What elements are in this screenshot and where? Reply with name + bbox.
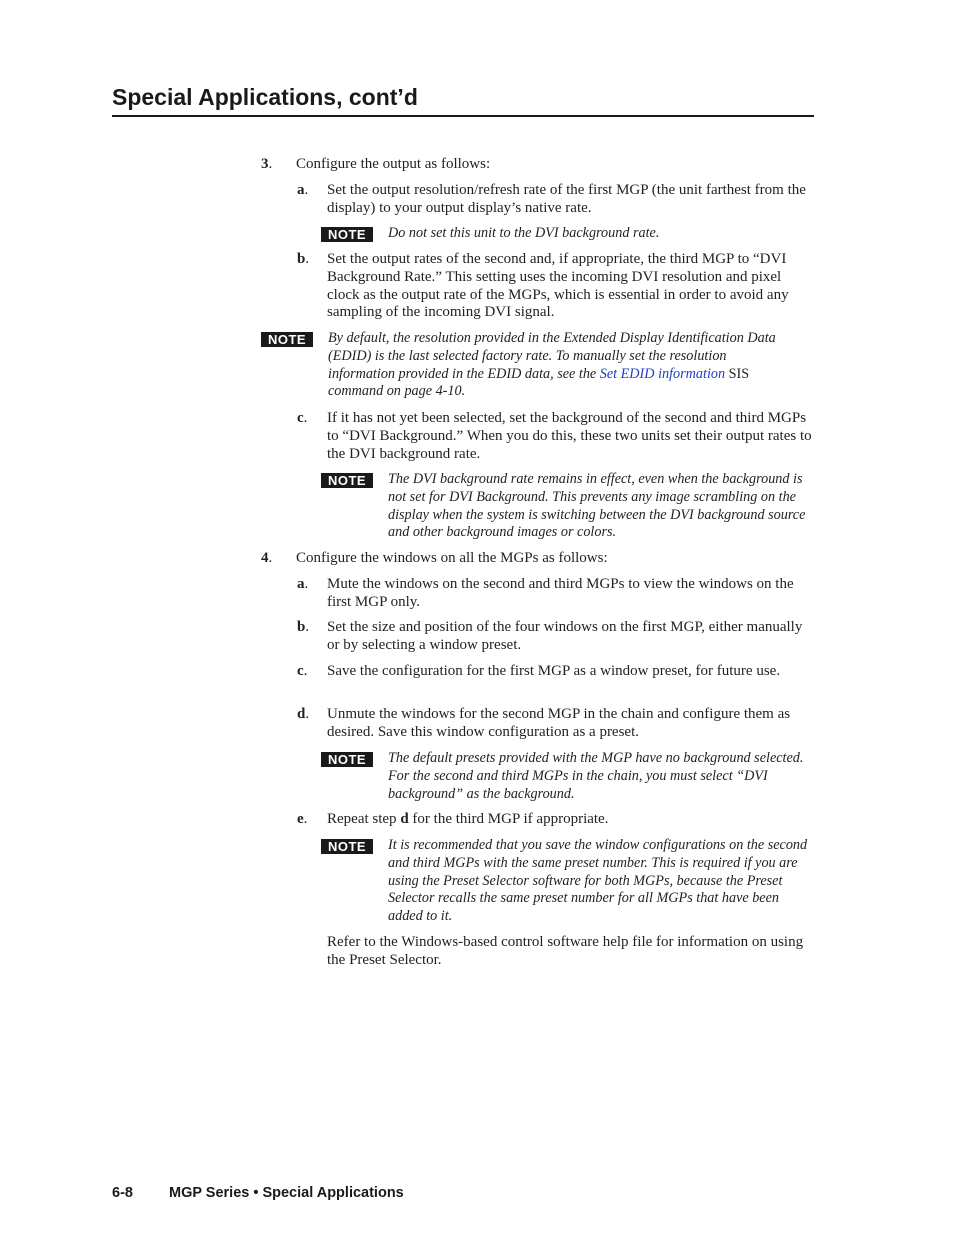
note-badge: NOTE [261, 332, 313, 347]
note-4d-text: The default presets provided with the MGP have no background selected. For the second and third MGPs in the chain, you must select “DVI background” as the background. [388, 750, 804, 802]
step-4a-text: Mute the windows on the second and third MGPs to view the windows on the first MGP only. [327, 576, 794, 610]
step-3a-marker: a. [297, 182, 309, 198]
note-3a-text: Do not set this unit to the DVI background rate. [388, 225, 660, 241]
step-4c-text: Save the configuration for the first MGP as a window preset, for future use. [327, 663, 781, 679]
step-3-marker: 3. [261, 156, 273, 172]
page-number: 6-8 [112, 1185, 133, 1201]
step-4e-step-ref: d [400, 811, 409, 827]
step-4e-text-after: for the third MGP if appropriate. [408, 811, 609, 827]
step-4e-text [327, 811, 813, 829]
note-badge: NOTE [321, 227, 373, 242]
step-3b-marker: b. [297, 251, 310, 267]
step-4a-marker: a. [297, 576, 309, 592]
page-header [112, 82, 814, 117]
note-3b-text-before: By default, the resolution provided in the Extended Display Identification Data (EDID) is the last selected factory rate. To manually set the resolution information provided in the EDID data, see the [328, 330, 776, 382]
step-4d-text: Unmute the windows for the second MGP in the chain and configure them as desired. Save this window configuration as a preset. [327, 706, 791, 740]
step-4d-marker: d. [297, 706, 310, 722]
step-4-marker: 4. [261, 550, 273, 566]
step-4c-marker: c. [297, 663, 308, 679]
step-4b-marker: b. [297, 619, 310, 635]
note-3b-text-after: command on page 4-10. [328, 383, 466, 400]
page-footer [112, 1184, 404, 1202]
page-title: Special Applications, cont’d [112, 84, 418, 110]
closing-paragraph: Refer to the Windows-based control software help file for information on using the Preset Selector. [327, 934, 804, 968]
step-4e-marker: e. [297, 811, 308, 827]
note-4e-text: It is recommended that you save the window configurations on the second and third MGPs with the same preset number. This is required if you are using the Preset Selector software for both MGPs, because the Preset Selector recalls the same preset number for all MGPs that have been added to it. [388, 837, 808, 925]
note-badge: NOTE [321, 752, 373, 767]
footer-text: MGP Series • Special Applications [169, 1185, 404, 1201]
step-3c-text: If it has not yet been selected, set the background of the second and third MGPs to “DVI Background.” When you do this, these two units set their output rates to the DVI background rate. [327, 410, 812, 462]
note-badge: NOTE [321, 839, 373, 854]
note-badge: NOTE [321, 473, 373, 488]
note-3b-sis: SIS [728, 365, 750, 382]
step-3-text: Configure the output as follows: [296, 156, 491, 172]
step-3a-text: Set the output resolution/refresh rate of the first MGP (the unit farthest from the display) to your output display’s native rate. [327, 182, 806, 216]
header-rule [112, 115, 814, 117]
step-3c-marker: c. [297, 410, 308, 426]
note-3c-text: The DVI background rate remains in effect, even when the background is not set for DVI Background. This prevents any image scrambling on the display when the system is switching between the DVI background source and other background images or colors. [388, 471, 806, 541]
step-3b-text: Set the output rates of the second and, if appropriate, the third MGP to “DVI Background Rate.” This setting uses the incoming DVI resolution and pixel clock as the output rate of the MGPs, which is essential in order to avoid any sampling of the incoming DVI signal. [327, 251, 789, 321]
step-4-text: Configure the windows on all the MGPs as follows: [296, 550, 608, 566]
note-3b-text [328, 330, 790, 401]
step-4e-text-before: Repeat step [327, 811, 401, 827]
set-edid-information-link[interactable]: Set EDID information [599, 365, 726, 382]
step-4b-text: Set the size and position of the four windows on the first MGP, either manually or by selecting a window preset. [327, 619, 803, 653]
